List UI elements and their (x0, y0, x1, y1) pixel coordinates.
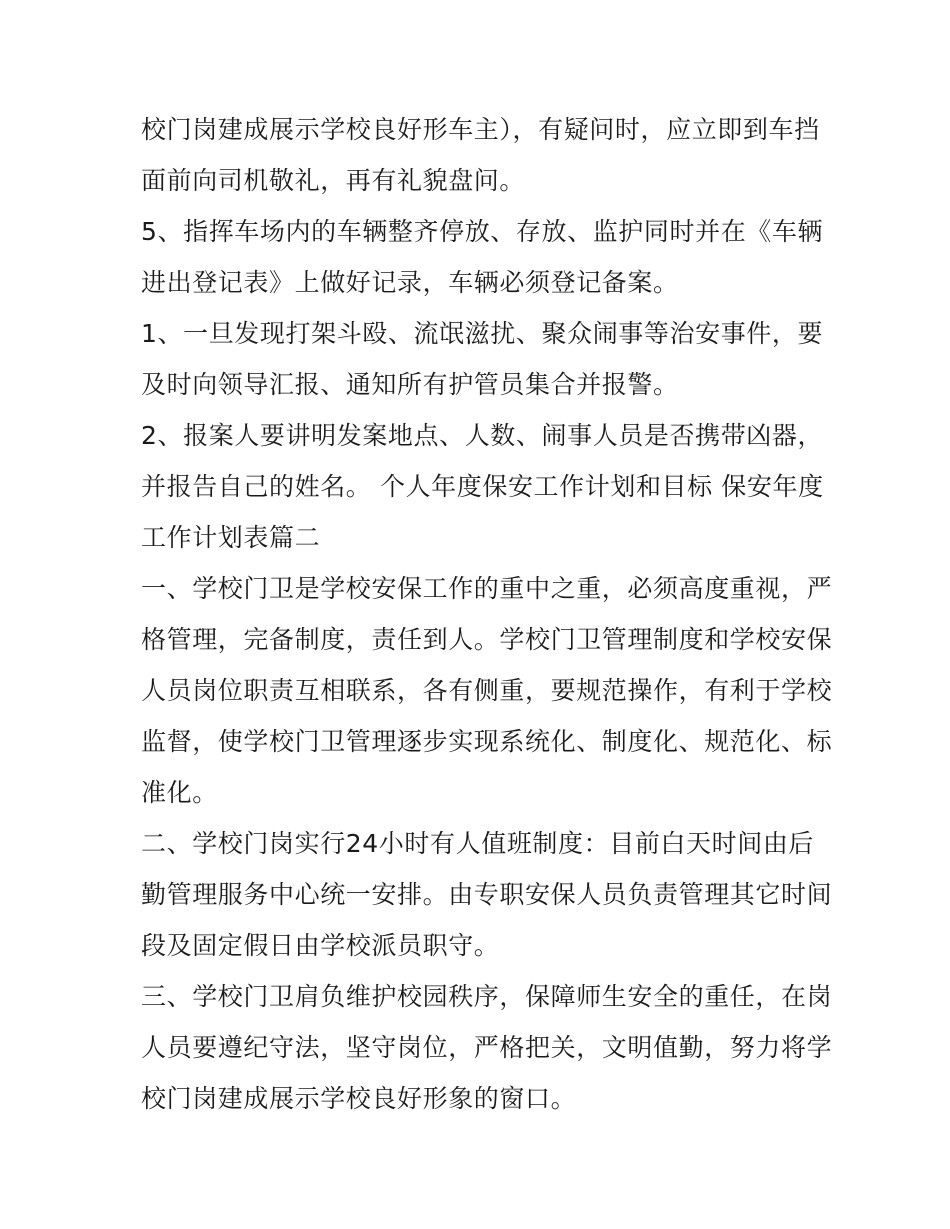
text-line: 及时向领导汇报、通知所有护管员集合并报警。 (141, 370, 679, 399)
text-line: 并报告自己的姓名。 个人年度保安工作计划和目标 保安年度 (141, 472, 824, 501)
text-line: 校门岗建成展示学校良好形象的窗口。 (141, 1084, 577, 1113)
text-line: 监督，使学校门卫管理逐步实现系统化、制度化、规范化、标 (141, 727, 833, 756)
text-line: 进出登记表》上做好记录，车辆必须登记备案。 (141, 268, 679, 297)
text-line: 二、学校门岗实行24小时有人值班制度：目前白天时间由后 (141, 829, 815, 858)
text-line: 5、指挥车场内的车辆整齐停放、存放、监护同时并在《车辆 (141, 217, 824, 246)
text-line: 三、学校门卫肩负维护校园秩序，保障师生安全的重任，在岗 (141, 982, 833, 1011)
text-line: 准化。 (141, 778, 218, 807)
document-body (141, 104, 833, 1124)
text-line: 人员要遵纪守法，坚守岗位，严格把关，文明值勤，努力将学 (141, 1033, 833, 1062)
text-line: 面前向司机敬礼，再有礼貌盘问。 (141, 166, 526, 195)
text-line: 人员岗位职责互相联系，各有侧重，要规范操作，有利于学校 (141, 676, 833, 705)
text-line: 格管理，完备制度，责任到人。学校门卫管理制度和学校安保 (141, 625, 833, 654)
text-line: 一、学校门卫是学校安保工作的重中之重，必须高度重视，严 (141, 574, 833, 603)
text-line: 勤管理服务中心统一安排。由专职安保人员负责管理其它时间 (141, 880, 833, 909)
text-line: 校门岗建成展示学校良好形车主），有疑问时，应立即到车挡 (141, 115, 820, 144)
text-line: 1、一旦发现打架斗殴、流氓滋扰、聚众闹事等治安事件，要 (141, 319, 824, 348)
text-line: 工作计划表篇二 (141, 523, 321, 552)
text-line: 2、报案人要讲明发案地点、人数、闹事人员是否携带凶器， (141, 421, 824, 450)
text-line: 段及固定假日由学校派员职守。 (141, 931, 500, 960)
